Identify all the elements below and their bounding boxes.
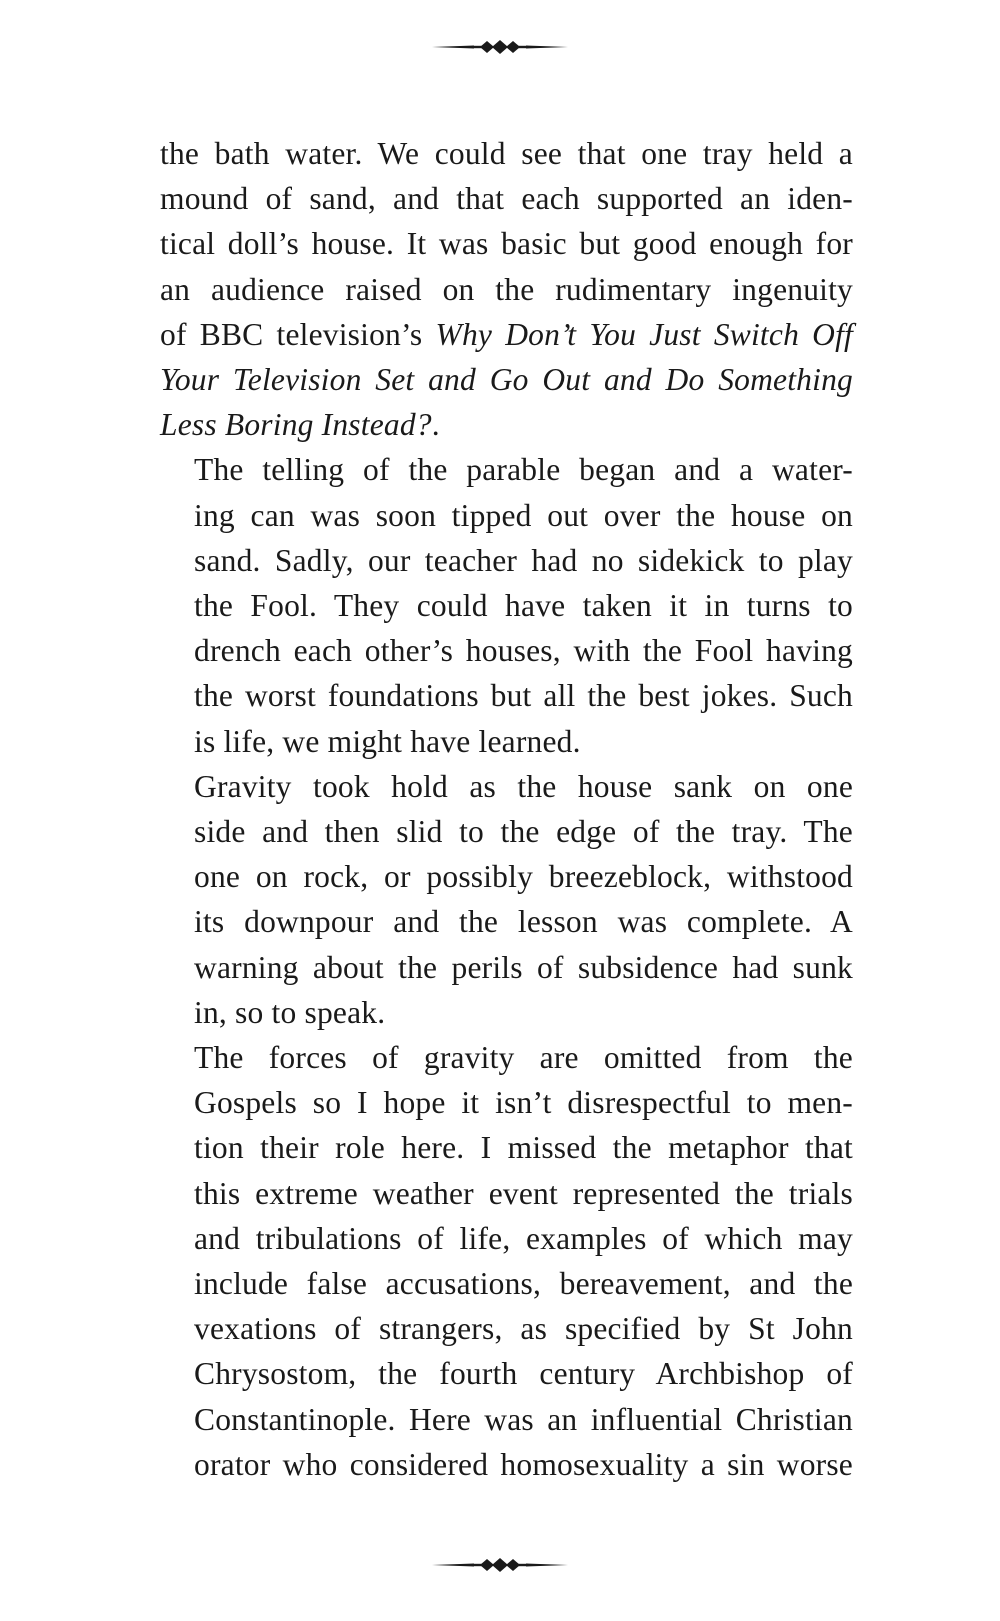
- text-line: Gravity took hold as the house sank on one: [194, 768, 853, 804]
- text-line: tion their role here. I missed the metaphor that: [194, 1130, 853, 1166]
- text-line: orator who considered homosexuality a sin worse: [194, 1446, 853, 1482]
- text-line: the bath water. We could see that one tray held a: [160, 136, 853, 171]
- text-line: warning about the perils of subsidence had sunk: [194, 949, 853, 985]
- paragraph-2: [160, 447, 853, 763]
- text-line: mound of sand, and that each supported an iden-: [160, 181, 853, 217]
- text-line: Gospels so I hope it isn’t disrespectful to men-: [194, 1085, 853, 1121]
- text-line: side and then slid to the edge of the tray. The: [194, 814, 853, 850]
- text-segment: of BBC television’s: [160, 316, 436, 352]
- paragraph-4: [160, 1035, 853, 1487]
- body-text: [160, 131, 853, 1487]
- text-line: [160, 312, 853, 357]
- text-line: ing can was soon tipped out over the house on: [194, 497, 853, 533]
- text-line: vexations of strangers, as specified by St John: [194, 1311, 853, 1347]
- text-line: one on rock, or possibly breezeblock, withstood: [194, 859, 853, 895]
- ornamental-rule-icon: [430, 1556, 570, 1574]
- text-line: tical doll’s house. It was basic but good enough for: [160, 226, 853, 262]
- text-line: [160, 357, 853, 402]
- text-line: sand. Sadly, our teacher had no sidekick to play: [194, 542, 853, 578]
- text-line: is life, we might have learned.: [194, 723, 581, 759]
- paragraph-1: [160, 131, 853, 447]
- text-segment: .: [431, 407, 440, 443]
- text-line: its downpour and the lesson was complete. A: [194, 904, 853, 940]
- text-line: an audience raised on the rudimentary ingenuity: [160, 271, 853, 307]
- programme-title-italic: Why Don’t You Just Switch Off: [435, 316, 853, 352]
- text-line: this extreme weather event represented the trials: [194, 1175, 853, 1211]
- text-line: the worst foundations but all the best jokes. Such: [194, 678, 853, 714]
- text-line: Constantinople. Here was an influential Christian: [194, 1401, 853, 1437]
- text-line: the Fool. They could have taken it in turns to: [194, 588, 853, 624]
- programme-title-italic: Your Television Set and Go Out and Do Something: [160, 362, 853, 398]
- programme-title-italic: Less Boring Instead?: [160, 407, 432, 443]
- paragraph-3: [160, 764, 853, 1035]
- text-line: include false accusations, bereavement, and the: [194, 1266, 853, 1302]
- text-line: drench each other’s houses, with the Fool having: [194, 633, 853, 669]
- text-line: in, so to speak.: [194, 994, 386, 1030]
- text-line: Chrysostom, the fourth century Archbishop of: [194, 1356, 853, 1392]
- text-line: [160, 402, 853, 447]
- ornamental-rule-icon: [430, 38, 570, 56]
- text-line: The telling of the parable began and a water-: [194, 452, 853, 488]
- text-line: and tribulations of life, examples of which may: [194, 1220, 853, 1256]
- text-line: The forces of gravity are omitted from the: [194, 1040, 853, 1076]
